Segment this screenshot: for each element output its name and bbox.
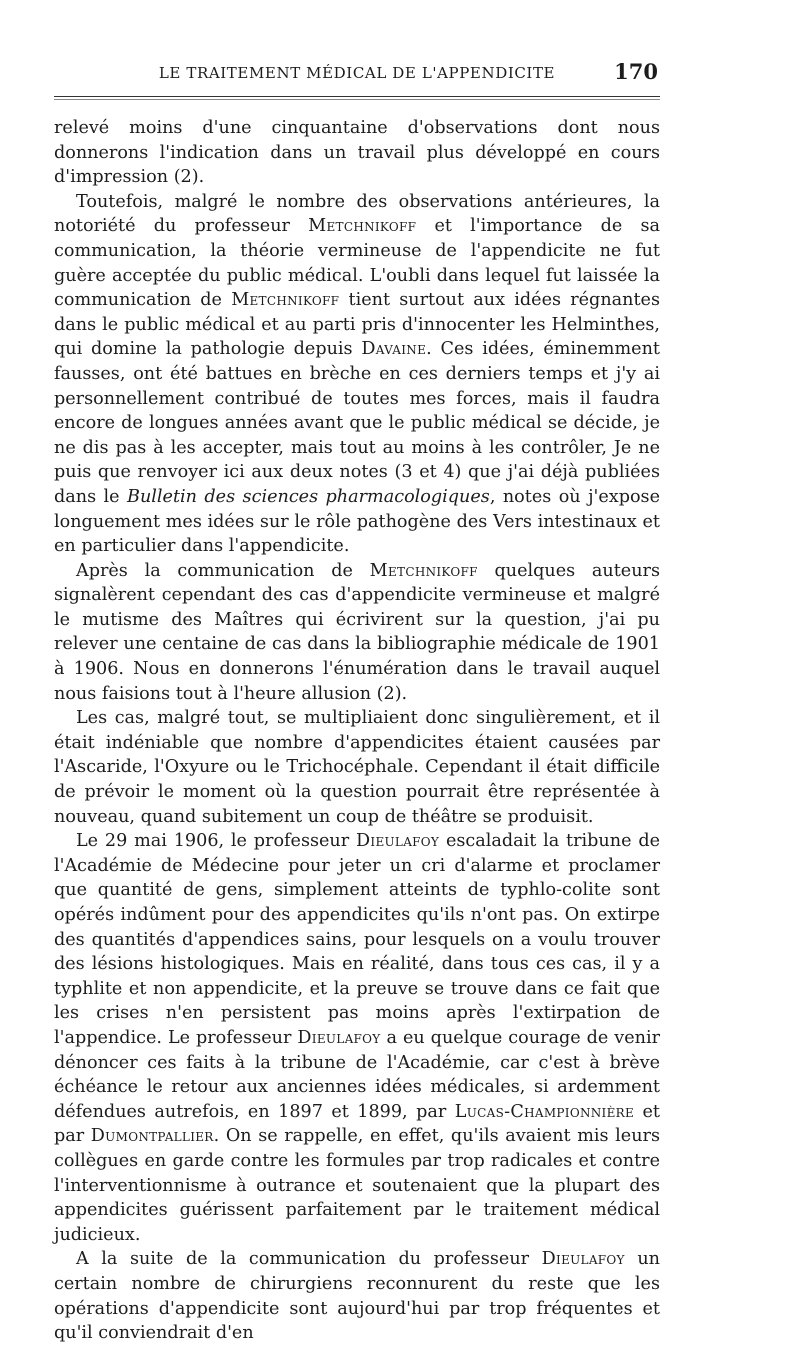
header-rule (54, 96, 660, 97)
running-title: LE TRAITEMENT MÉDICAL DE L'APPENDICITE (158, 64, 556, 82)
journal-title: Bulletin des sciences pharmacologiques (127, 486, 490, 507)
paragraph-1: relevé moins d'une cinquantaine d'observations dont nous donnerons l'indication dans un travail plus développé en cours d'impression (2). (54, 118, 660, 188)
paragraph-6: A la suite de la communication du professeur Dieulafoy un certain nombre de chirurgiens reconnurent du reste que les opérations d'appendicite sont aujourd'hui par trop fréquentes et qu'il conviendrait d'en (54, 1249, 660, 1344)
paragraph-2: Toutefois, malgré le nombre des observations antérieures, la notoriété du professeur Metchnikoff et l'importance de sa communication, la théorie vermineuse de l'appendicite ne fut guère acceptée du public médical. L'oubli dans lequel fut laissée la communication de Metchnikoff tient surtout aux idées régnantes dans le public médical et au parti pris d'innocenter les Helminthes, qui domine la pathologie depuis Davaine. Ces idées, éminemment fausses, ont été battues en brèche en ces derniers temps et j'y ai personnellement contribué de toutes mes forces, mais il faudra encore de longues années avant que le public médical se décide, je ne dis pas à les accepter, mais tout au moins à les contrôler, Je ne puis que renvoyer ici aux deux notes (3 et 4) que j'ai déjà publiées dans le Bulletin des sciences pharmacologiques, notes où j'expose longuement mes idées sur le rôle pathogène des Vers intestinaux et en particulier dans l'appendicite. (54, 191, 660, 557)
paragraph-3: Après la communication de Metchnikoff quelques auteurs signalèrent cependant des cas d'appendicite vermineuse et malgré le mutisme des Maîtres qui écrivirent sur la question, j'ai pu relever une centaine de cas dans la bibliographie médicale de 1901 à 1906. Nous en donnerons l'énumération dans le travail auquel nous faisions tout à l'heure allusion (2). (54, 560, 660, 704)
page-number: 170 (614, 59, 658, 84)
header-rule-secondary (54, 99, 660, 100)
paragraph-5: Le 29 mai 1906, le professeur Dieulafoy escaladait la tribune de l'Académie de Médecine pour jeter un cri d'alarme et proclamer que quantité de gens, simplement atteints de typhlo-colite sont opérés indûment pour des appendicites qu'ils n'ont pas. On extirpe des quantités d'appendices sains, pour lesquels on a voulu trouver des lésions histologiques. Mais en réalité, dans tous ces cas, il y a typhlite et non appendicite, et la preuve se trouve dans ce fait que les crises n'en persistent pas moins après l'extirpation de l'appendice. Le professeur Dieulafoy a eu quelque courage de venir dénoncer ces faits à la tribune de l'Académie, car c'est à brève échéance le retour aux anciennes idées médicales, si ardemment défendues autrefois, en 1897 et 1899, par Lucas-Championnière et par Dumontpallier. On se rappelle, en effet, qu'ils avaient mis leurs collègues en garde contre les formules par trop radicales et contre l'interventionnisme à outrance et soutenaient que la plupart des appendicites guérissent parfaitement par le traitement médical judicieux. (54, 831, 660, 1245)
body-text (54, 116, 660, 1346)
paragraph-4: Les cas, malgré tout, se multipliaient donc singulièrement, et il était indéniable que nombre d'appendicites étaient causées par l'Ascaride, l'Oxyure ou le Trichocéphale. Cependant il était difficile de prévoir le moment où la question pourrait être représentée à nouveau, quand subitement un coup de théâtre se produisit. (54, 708, 660, 827)
